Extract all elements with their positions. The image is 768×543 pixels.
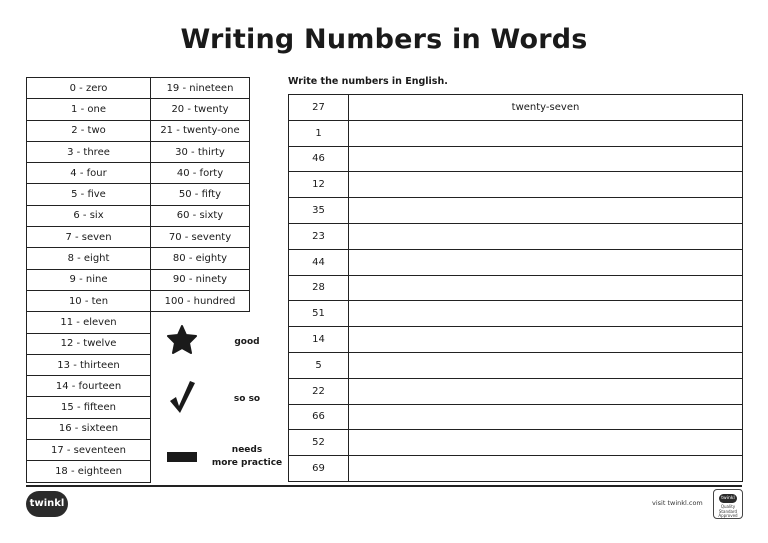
exercise-answer-field[interactable] <box>349 146 743 172</box>
exercise-number: 14 <box>289 327 349 353</box>
exercise-answer-field[interactable] <box>349 172 743 198</box>
exercise-row <box>289 95 743 121</box>
exercise-answer-field[interactable] <box>349 456 743 482</box>
reference-cell: 20 - twenty <box>151 99 250 120</box>
reference-cell: 11 - eleven <box>27 312 151 333</box>
exercise-number: 66 <box>289 404 349 430</box>
reference-row <box>27 205 250 226</box>
exercise-answer-field[interactable] <box>349 301 743 327</box>
reference-row <box>27 184 250 205</box>
reference-cell: 30 - thirty <box>151 141 250 162</box>
badge-text: Quality Standard Approved <box>718 504 738 518</box>
exercise-number: 1 <box>289 120 349 146</box>
reference-cell: 14 - fourteen <box>27 376 151 397</box>
reference-cell: 40 - forty <box>151 163 250 184</box>
exercise-answer-field[interactable] <box>349 352 743 378</box>
exercise-row <box>289 198 743 224</box>
reference-cell: 4 - four <box>27 163 151 184</box>
exercise-number: 5 <box>289 352 349 378</box>
reference-cell: 15 - fifteen <box>27 397 151 418</box>
twinkl-logo[interactable]: twinkl <box>26 491 68 517</box>
reference-row <box>27 78 250 99</box>
exercise-row <box>289 301 743 327</box>
reference-cell: 80 - eighty <box>151 248 250 269</box>
exercise-row <box>289 223 743 249</box>
reference-cell: 0 - zero <box>27 78 151 99</box>
exercise-number: 23 <box>289 223 349 249</box>
reference-row <box>27 290 250 311</box>
reference-cell: 19 - nineteen <box>151 78 250 99</box>
exercise-table <box>288 94 743 482</box>
reference-row <box>27 141 250 162</box>
reference-cell: 50 - fifty <box>151 184 250 205</box>
reference-cell: 10 - ten <box>27 290 151 311</box>
exercise-number: 35 <box>289 198 349 224</box>
exercise-answer-field[interactable] <box>349 404 743 430</box>
reference-cell: 3 - three <box>27 141 151 162</box>
exercise-number: 27 <box>289 95 349 121</box>
exercise-row <box>289 352 743 378</box>
legend-needs-line1: needs <box>231 445 263 455</box>
reference-row <box>27 248 250 269</box>
reference-row <box>27 120 250 141</box>
badge-logo: twinkl <box>719 494 737 503</box>
reference-cell: 17 - seventeen <box>27 440 151 461</box>
reference-cell: 70 - seventy <box>151 227 250 248</box>
page-title: Writing Numbers in Words <box>180 24 588 55</box>
instruction: Write the numbers in English. <box>288 76 448 87</box>
reference-row <box>27 269 250 290</box>
dash-icon <box>166 451 198 463</box>
reference-cell: 5 - five <box>27 184 151 205</box>
legend-good-label: good <box>234 337 260 347</box>
reference-cell: 1 - one <box>27 99 151 120</box>
legend <box>150 311 283 481</box>
exercise-answer-field[interactable] <box>349 223 743 249</box>
reference-cell: 90 - ninety <box>151 269 250 290</box>
reference-cell: 6 - six <box>27 205 151 226</box>
exercise-row <box>289 404 743 430</box>
exercise-answer-field[interactable] <box>349 120 743 146</box>
legend-needs-line2: more practice <box>211 458 283 468</box>
exercise-row <box>289 172 743 198</box>
reference-cell: 60 - sixty <box>151 205 250 226</box>
reference-cell: 21 - twenty-one <box>151 120 250 141</box>
exercise-row <box>289 430 743 456</box>
exercise-row <box>289 456 743 482</box>
exercise-number: 22 <box>289 378 349 404</box>
reference-cell: 13 - thirteen <box>27 354 151 375</box>
exercise-number: 44 <box>289 249 349 275</box>
legend-needs-label <box>210 444 284 470</box>
star-icon <box>166 325 198 355</box>
exercise-row <box>289 275 743 301</box>
reference-cell: 16 - sixteen <box>27 418 151 439</box>
exercise-row <box>289 249 743 275</box>
legend-so-so-label: so so <box>233 394 261 404</box>
exercise-answer-field[interactable] <box>349 275 743 301</box>
reference-row <box>27 99 250 120</box>
exercise-number: 51 <box>289 301 349 327</box>
exercise-row <box>289 120 743 146</box>
reference-cell: 9 - nine <box>27 269 151 290</box>
exercise-answer-field[interactable] <box>349 249 743 275</box>
quality-badge <box>713 489 743 519</box>
reference-cell: 100 - hundred <box>151 290 250 311</box>
exercise-number: 69 <box>289 456 349 482</box>
reference-row <box>27 227 250 248</box>
reference-row <box>27 163 250 184</box>
reference-cell: 18 - eighteen <box>27 461 151 482</box>
visit-link[interactable]: visit twinkl.com <box>652 499 703 507</box>
check-icon <box>168 379 196 415</box>
exercise-number: 28 <box>289 275 349 301</box>
exercise-answer-field[interactable] <box>349 430 743 456</box>
reference-cell: 8 - eight <box>27 248 151 269</box>
reference-cell: 7 - seven <box>27 227 151 248</box>
exercise-number: 46 <box>289 146 349 172</box>
reference-cell: 12 - twelve <box>27 333 151 354</box>
exercise-answer-field[interactable] <box>349 198 743 224</box>
exercise-number: 52 <box>289 430 349 456</box>
exercise-answer-field[interactable] <box>349 378 743 404</box>
exercise-answer-field[interactable] <box>349 327 743 353</box>
exercise-row <box>289 378 743 404</box>
exercise-answer-field[interactable]: twenty-seven <box>349 95 743 121</box>
exercise-row <box>289 146 743 172</box>
exercise-row <box>289 327 743 353</box>
exercise-number: 12 <box>289 172 349 198</box>
reference-cell: 2 - two <box>27 120 151 141</box>
footer-divider <box>26 485 742 487</box>
